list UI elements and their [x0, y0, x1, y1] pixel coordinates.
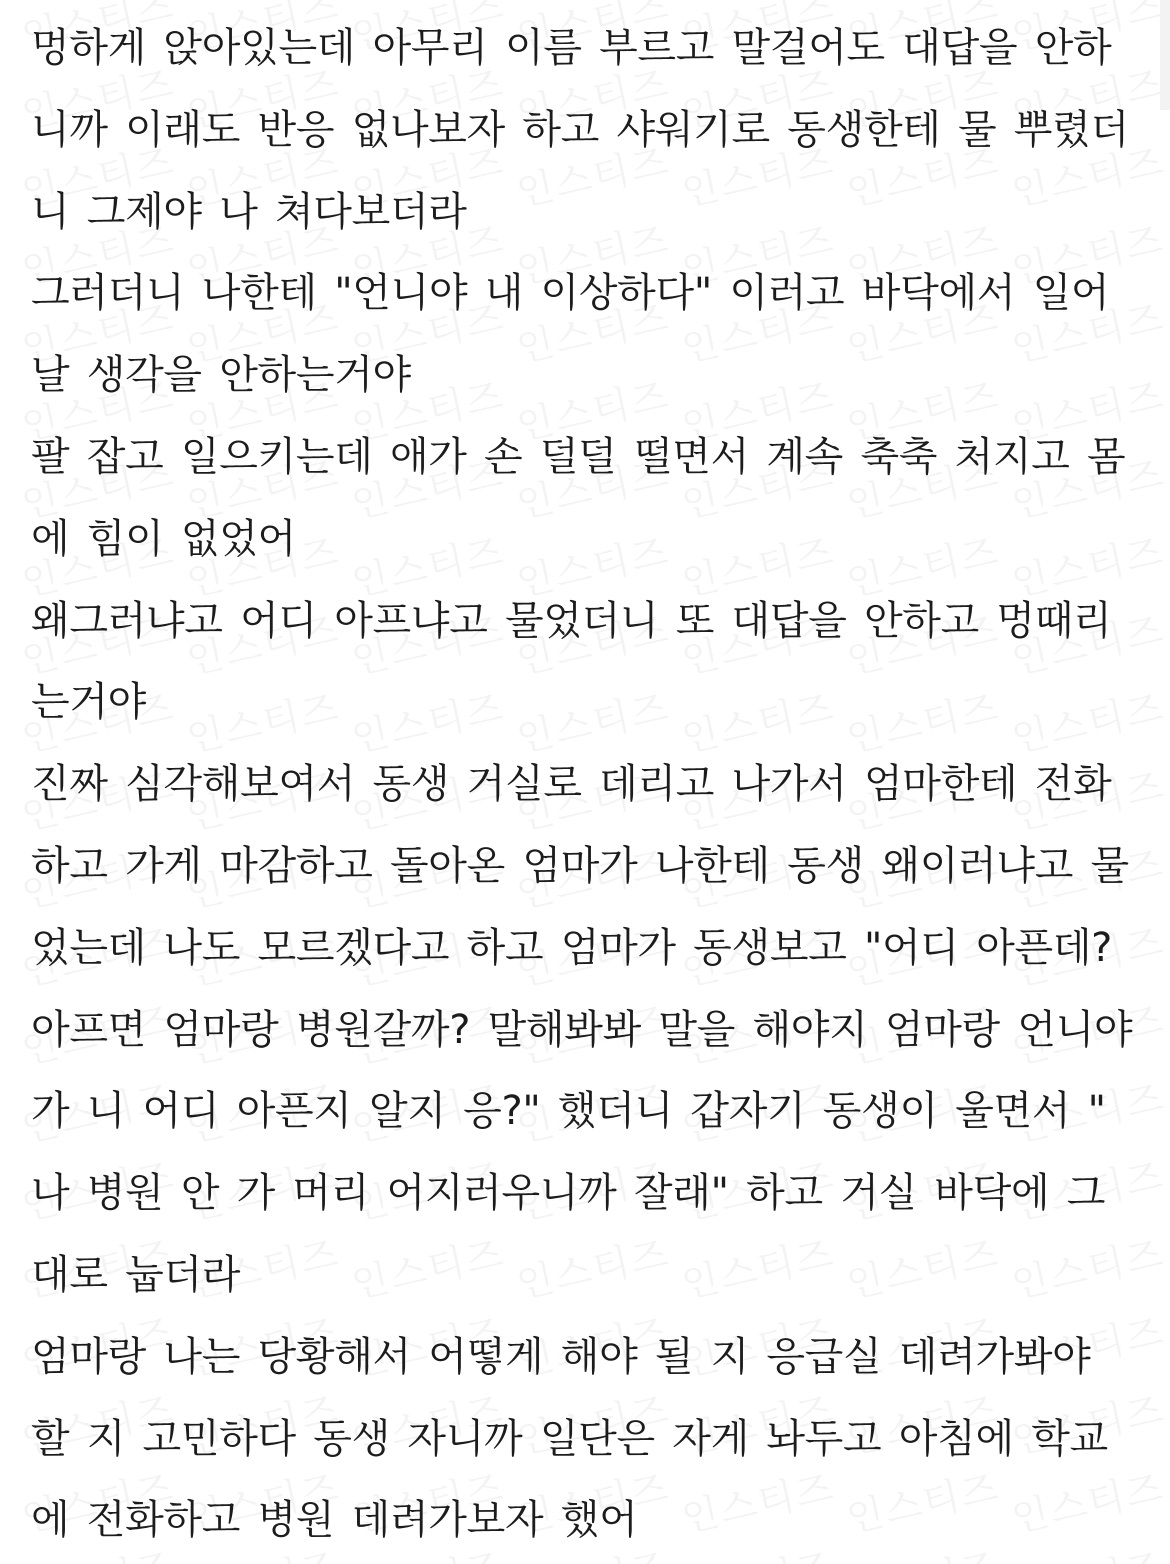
text-line: 에 힘이 없었어: [31, 515, 296, 562]
text-line: 대로 눕더라: [31, 1251, 241, 1298]
text-line: 하고 가게 마감하고 돌아온 엄마가 나한테 동생 왜이러냐고 물: [31, 842, 1129, 889]
text-line: 팔 잡고 일으키는데 애가 손 덜덜 떨면서 계속 축축 처지고 몸: [31, 433, 1126, 480]
text-line: 왜그러냐고 어디 아프냐고 물었더니 또 대답을 안하고 멍때리: [31, 597, 1112, 644]
text-line: 할 지 고민하다 동생 자니까 일단은 자게 놔두고 아침에 학교: [31, 1415, 1108, 1462]
text-line: 멍하게 앉아있는데 아무리 이름 부르고 말걸어도 대답을 안하: [31, 25, 1112, 71]
text-line: 니까 이래도 반응 없나보자 하고 샤워기로 동생한테 물 뿌렸더: [31, 106, 1129, 153]
text-line: 그러더니 나한테 "언니야 내 이상하다" 이러고 바닥에서 일어: [31, 270, 1110, 317]
text-line: 날 생각을 안하는거야: [31, 352, 411, 399]
text-line: 는거야: [31, 679, 147, 726]
text-line: 에 전화하고 병원 데려가보자 했어: [31, 1497, 638, 1544]
text-line: 엄마랑 나는 당황해서 어떻게 해야 될 지 응급실 데려가봐야: [31, 1333, 1091, 1380]
text-line: 나 병원 안 가 머리 어지러우니까 잘래" 하고 거실 바닥에 그: [31, 1170, 1106, 1217]
text-line: 니 그제야 나 쳐다보더라: [31, 188, 467, 235]
scrollbar-edge: [1160, 0, 1170, 110]
text-line: 진짜 심각해보여서 동생 거실로 데리고 나가서 엄마한테 전화: [31, 761, 1112, 808]
text-line: 었는데 나도 모르겠다고 하고 엄마가 동생보고 "어디 아픈데?: [31, 924, 1113, 971]
text-line: 아프면 엄마랑 병원갈까? 말해봐봐 말을 해야지 엄마랑 언니야: [31, 1006, 1133, 1053]
text-line: 가 니 어디 아픈지 알지 응?" 했더니 갑자기 동생이 울면서 ": [31, 1088, 1106, 1135]
